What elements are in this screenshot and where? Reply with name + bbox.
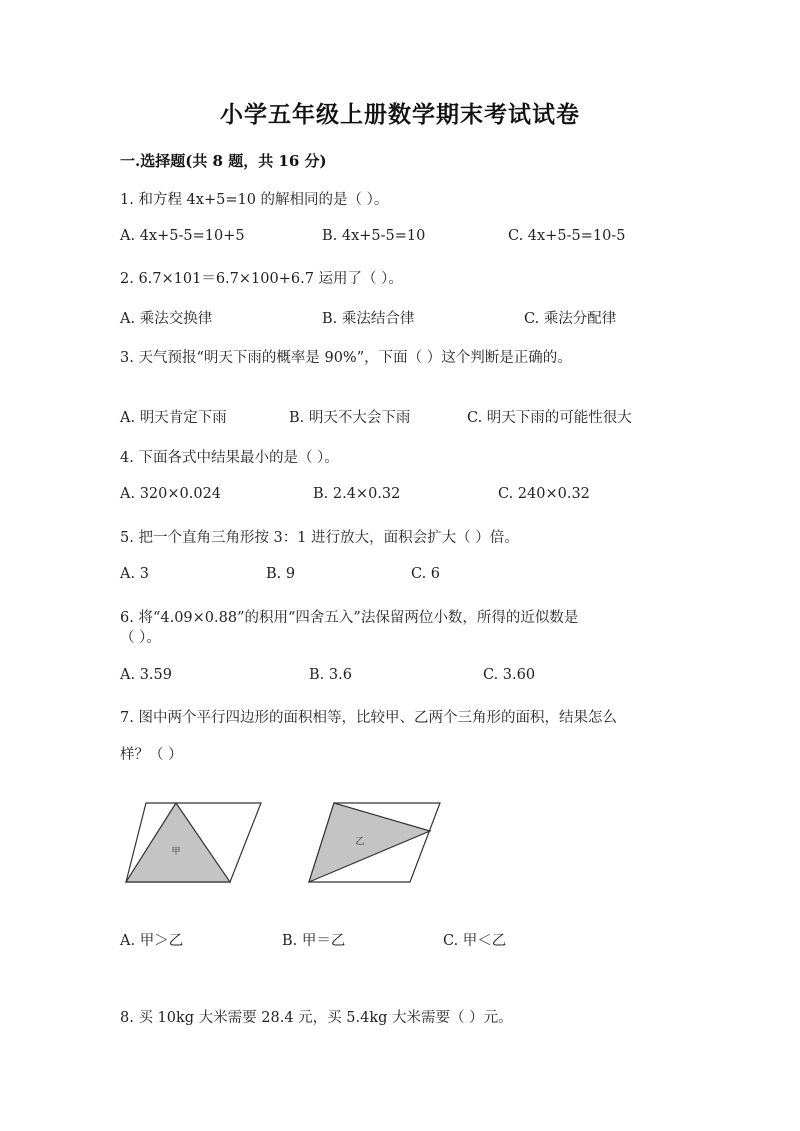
question-2-option-a[interactable]: A. 乘法交换律 [120, 311, 213, 327]
question-4-option-c[interactable]: C. 240×0.32 [498, 486, 590, 502]
question-6-option-a[interactable]: A. 3.59 [120, 667, 172, 683]
question-3-stem: 3. 天气预报“明天下雨的概率是 90%”，下面（ ）这个判断是正确的。 [120, 350, 572, 366]
triangle-yi-label: 乙 [355, 837, 365, 847]
question-1-option-c[interactable]: C. 4x+5-5=10-5 [508, 228, 626, 244]
triangle-yi [309, 803, 430, 882]
question-5-option-c[interactable]: C. 6 [411, 566, 441, 582]
question-8-stem: 8. 买 10kg 大米需要 28.4 元，买 5.4kg 大米需要（ ）元。 [120, 1010, 513, 1026]
question-7-option-a[interactable]: A. 甲＞乙 [120, 933, 184, 949]
question-2-stem: 2. 6.7×101＝6.7×100+6.7 运用了（ ）。 [120, 271, 403, 287]
question-4-option-b[interactable]: B. 2.4×0.32 [313, 486, 401, 502]
question-5-stem: 5. 把一个直角三角形按 3：1 进行放大，面积会扩大（ ）倍。 [120, 530, 519, 546]
question-7-option-b[interactable]: B. 甲＝乙 [282, 933, 346, 949]
question-1-option-b[interactable]: B. 4x+5-5=10 [322, 228, 426, 244]
question-4-stem: 4. 下面各式中结果最小的是（ ）。 [120, 450, 339, 466]
question-2-option-c[interactable]: C. 乘法分配律 [524, 311, 617, 327]
question-6-option-b[interactable]: B. 3.6 [309, 667, 352, 683]
question-5-option-a[interactable]: A. 3 [120, 566, 149, 582]
question-6-option-c[interactable]: C. 3.60 [483, 667, 536, 683]
question-3-option-a[interactable]: A. 明天肯定下雨 [120, 410, 227, 426]
question-5-option-b[interactable]: B. 9 [266, 566, 296, 582]
question-7-stem-continued: 样？（ ） [120, 747, 183, 763]
question-6-stem: 6. 将“4.09×0.88”的积用“四舍五入”法保留两位小数，所得的近似数是 [120, 610, 579, 626]
section-heading: 一.选择题(共 8 题，共 16 分) [120, 152, 327, 170]
triangle-jia-label: 甲 [171, 847, 181, 857]
page-title: 小学五年级上册数学期末考试试卷 [220, 101, 580, 128]
question-3-option-c[interactable]: C. 明天下雨的可能性很大 [467, 410, 632, 426]
question-2-option-b[interactable]: B. 乘法结合律 [322, 311, 415, 327]
parallelogram-figure [120, 796, 450, 888]
question-4-option-a[interactable]: A. 320×0.024 [120, 486, 222, 502]
triangle-jia [126, 803, 230, 882]
question-3-option-b[interactable]: B. 明天不大会下雨 [289, 410, 411, 426]
question-7-option-c[interactable]: C. 甲＜乙 [443, 933, 507, 949]
question-7-stem: 7. 图中两个平行四边形的面积相等，比较甲、乙两个三角形的面积，结果怎么 [120, 710, 617, 726]
question-1-stem: 1. 和方程 4x+5=10 的解相同的是（ ）。 [120, 192, 389, 208]
question-1-option-a[interactable]: A. 4x+5-5=10+5 [120, 228, 245, 244]
question-6-stem-continued: （ ）。 [120, 630, 161, 646]
